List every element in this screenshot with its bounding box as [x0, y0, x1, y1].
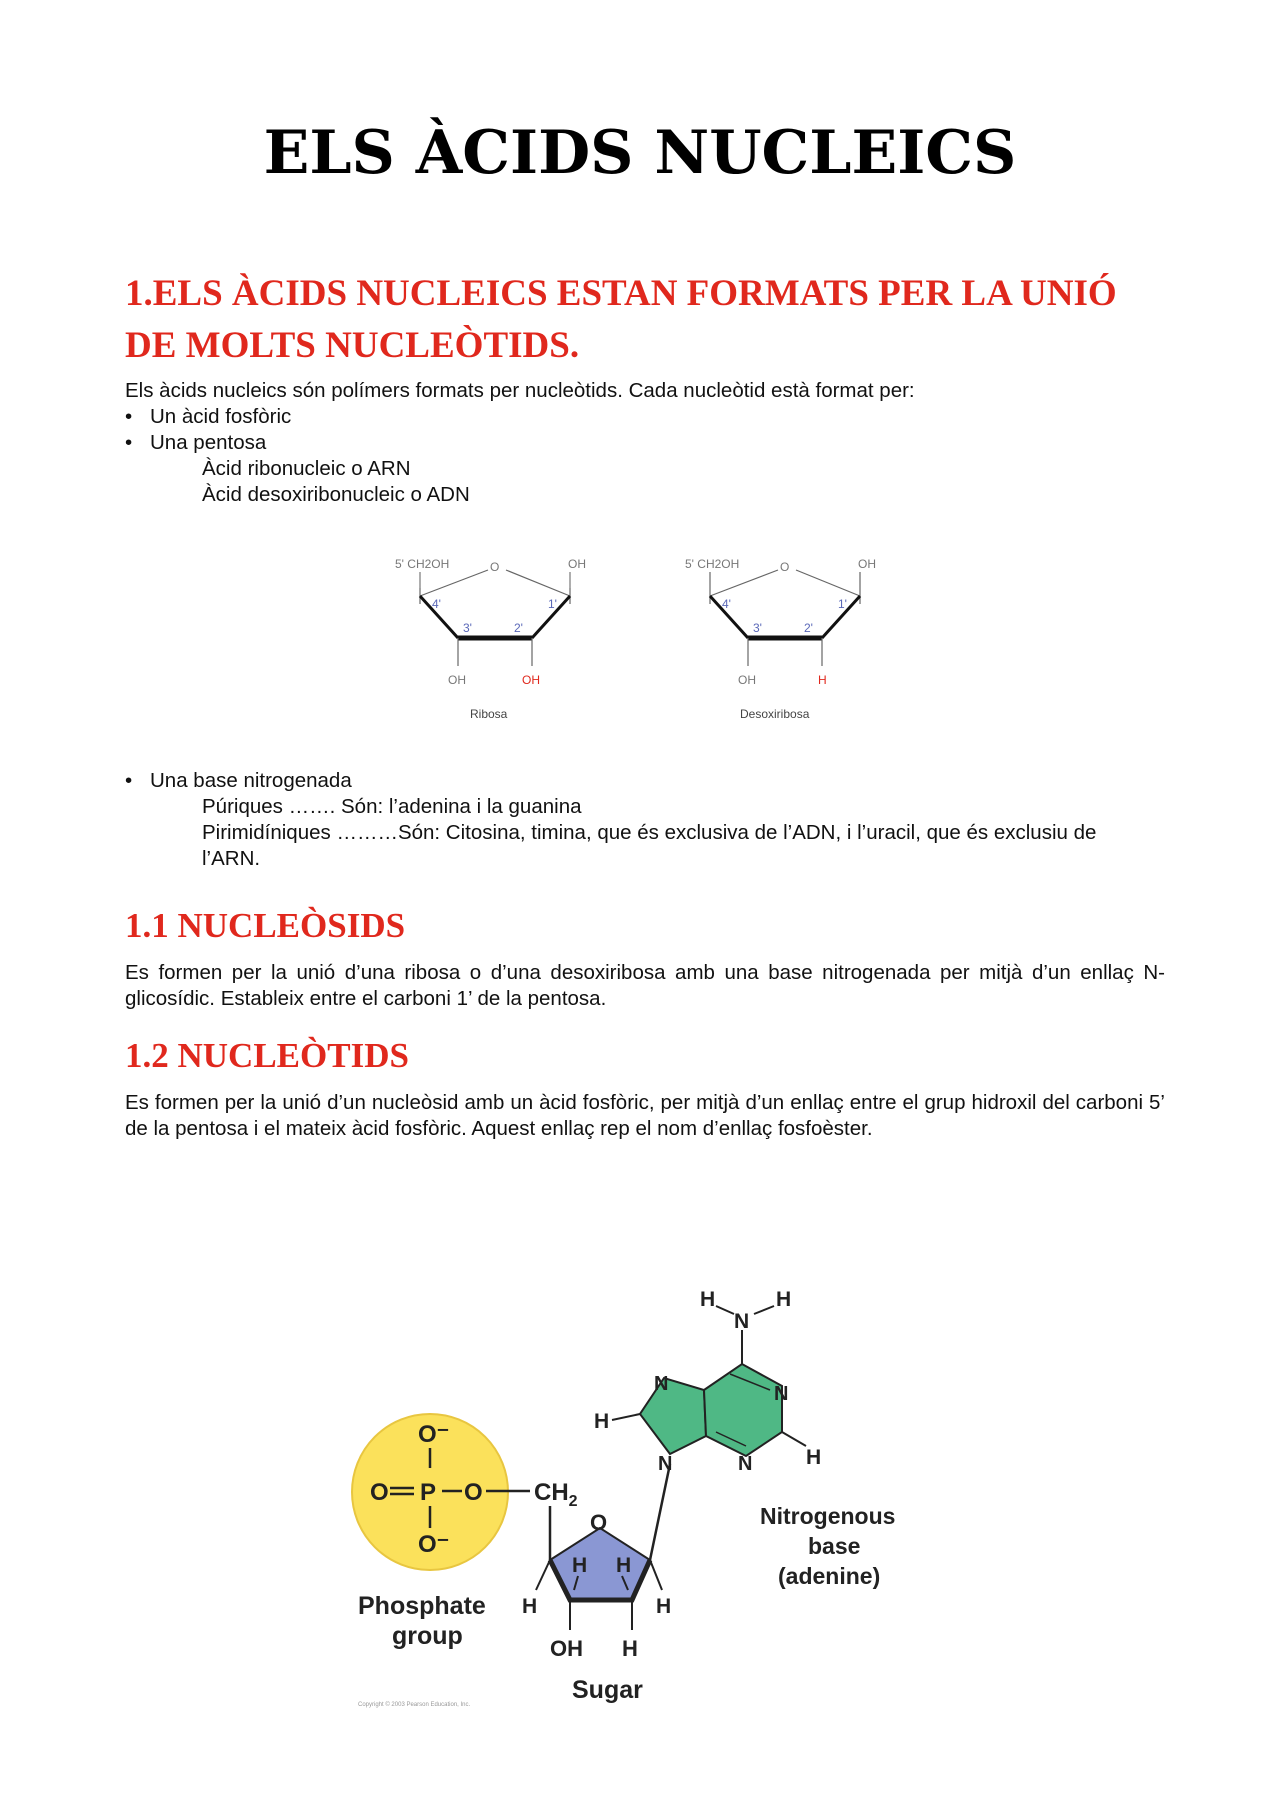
base-h: H: [594, 1410, 610, 1433]
sugar-h: H: [572, 1554, 588, 1577]
ribosa-name: Ribosa: [470, 707, 508, 721]
sugar-oh: OH: [550, 1636, 583, 1661]
ribosa-bottom-right-label: OH: [522, 673, 540, 687]
bullet-text: Una pentosa: [150, 431, 267, 454]
section-1-2-heading: 1.2 NUCLEÒTIDS: [125, 1036, 409, 1075]
copyright-note: Copyright © 2003 Pearson Education, Inc.: [358, 1702, 471, 1708]
desoxiribosa-bottom-right-label: H: [818, 673, 827, 687]
bullet-text: Una base nitrogenada: [150, 769, 352, 792]
ribosa-bottom-left-label: OH: [448, 673, 466, 687]
desoxiribosa-c4-label: 4': [722, 597, 731, 611]
phosphate-label: Phosphate: [358, 1592, 486, 1620]
base-n: N: [654, 1373, 669, 1395]
ch2-label: $CH_2$: [534, 1479, 578, 1510]
desoxiribosa-c3-label: 3': [753, 621, 762, 635]
bullet-item: [125, 404, 291, 430]
bullet-dot: •: [125, 431, 133, 454]
sub-item: Àcid ribonucleic o ARN: [202, 457, 411, 480]
phosphate-p: P: [420, 1479, 437, 1506]
base-n: N: [658, 1453, 673, 1475]
amino-h: H: [776, 1288, 792, 1311]
section-1-intro: Els àcids nucleics són polímers formats per nucleòtids. Cada nucleòtid està format per:: [125, 379, 915, 402]
section-1-1-heading: 1.1 NUCLEÒSIDS: [125, 906, 406, 945]
sub-item: Àcid desoxiribonucleic o ADN: [202, 483, 470, 506]
pentose-sugars-figure: [380, 548, 900, 728]
bullet-item: [125, 768, 352, 794]
page-title: ELS ÀCIDS NUCLEICS: [263, 118, 1017, 188]
phosphate-o-right: O: [464, 1479, 483, 1506]
sub-item: Púriques ……. Són: l’adenina i la guanina: [202, 795, 582, 818]
desoxiribosa-top-left-label: 5' CH2OH: [685, 557, 740, 571]
base-label-2: base: [808, 1533, 861, 1559]
base-label: Nitrogenous: [760, 1503, 896, 1529]
bullet-dot: •: [125, 405, 133, 428]
sub-item: Pirimidíniques ………Són: Citosina, timina, que és exclusiva de l’ADN, i l’uracil, que és exclusiu de l’ARN.: [202, 821, 1097, 870]
sugar-h: H: [616, 1554, 632, 1577]
phosphate-o-minus-top: O⁻: [418, 1421, 450, 1448]
desoxiribosa-structure: [685, 557, 876, 721]
base-n: N: [774, 1383, 789, 1405]
desoxiribosa-c1-label: 1': [838, 597, 847, 611]
section-1-2-text: Es formen per la unió d’un nucleòsid amb un àcid fosfòric, per mitjà d’un enllaç entre el grup hidroxil del carboni 5’ de la pentosa i el mateix àcid fosfòric. Aquest enllaç rep el nom d’enllaç fosfoèster.: [125, 1091, 1165, 1140]
bullet-item: [125, 430, 266, 456]
base-label-3: (adenine): [778, 1563, 881, 1589]
sugar-h: H: [656, 1595, 672, 1618]
desoxiribosa-top-right-label: OH: [858, 557, 876, 571]
desoxiribosa-c2-label: 2': [804, 621, 813, 635]
ribosa-c4-label: 4': [432, 597, 441, 611]
phosphate-label-2: group: [392, 1622, 463, 1650]
amino-h: H: [700, 1288, 716, 1311]
ribosa-top-right-label: OH: [568, 557, 586, 571]
sugar-label: Sugar: [572, 1676, 643, 1704]
base-n: N: [738, 1453, 753, 1475]
ribosa-c2-label: 2': [514, 621, 523, 635]
ribosa-top-left-label: 5' CH2OH: [395, 557, 450, 571]
amino-n: N: [734, 1310, 750, 1333]
desoxiribosa-name: Desoxiribosa: [740, 707, 810, 721]
ribosa-c1-label: 1': [548, 597, 557, 611]
section-1-1-text: Es formen per la unió d’una ribosa o d’una desoxiribosa amb una base nitrogenada per mitjà d’un enllaç N-glicosídic. Estableix entre el carboni 1’ de la pentosa.: [125, 961, 1165, 1010]
section-1-heading: 1.ELS ÀCIDS NUCLEICS ESTAN FORMATS PER LA UNIÓ DE MOLTS NUCLEÒTIDS.: [125, 273, 1117, 366]
desoxiribosa-bottom-left-label: OH: [738, 673, 756, 687]
sugar-h: H: [522, 1595, 538, 1618]
ribosa-c3-label: 3': [463, 621, 472, 635]
sugar-h: H: [622, 1636, 638, 1661]
base-h: H: [806, 1446, 822, 1469]
bullet-dot: •: [125, 769, 133, 792]
phosphate-o-minus-bottom: O⁻: [418, 1531, 450, 1558]
ribosa-structure: [395, 557, 586, 721]
nucleotide-figure: [350, 1270, 950, 1710]
sugar-ring-oxygen: O: [590, 1510, 608, 1535]
bullet-text: Un àcid fosfòric: [150, 405, 292, 428]
ribosa-ring-oxygen: O: [490, 560, 500, 574]
desoxiribosa-ring-oxygen: O: [780, 560, 790, 574]
phosphate-o-left: O: [370, 1479, 389, 1506]
